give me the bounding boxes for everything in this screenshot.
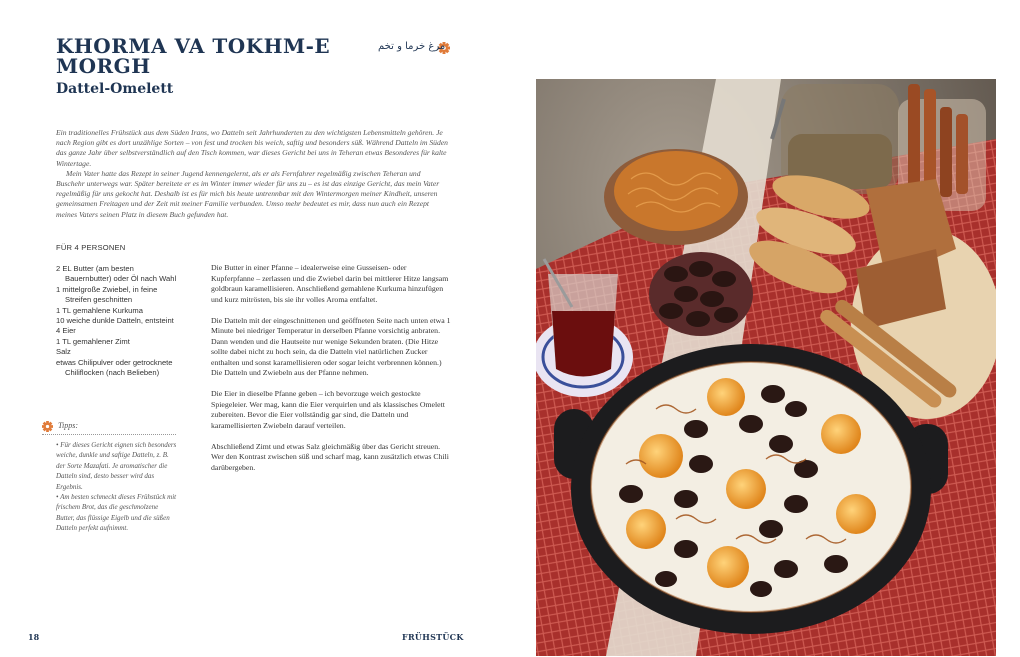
servings-label: FÜR 4 PERSONEN — [56, 243, 126, 252]
date-bowl — [649, 252, 753, 336]
intro-paragraph: Ein traditionelles Frühstück aus dem Süden Irans, wo Datteln seit Jahrhunderten zu den wichtigsten Lebensmitteln gehören. Je nach Region gibt es dort unzählige Sorten – von fest und trocken bis weich, saftig und besonders süß. Während Datteln im Süden das ganze Jahr über selbstverständlich auf den Tisch kommen, war dieses Gericht bei uns in Teheran etwas Besonderes für kalte Wintertage. — [56, 128, 448, 168]
persian-title: مرغ خرما و تخم — [378, 41, 446, 52]
section-name: FRÜHSTÜCK — [402, 632, 464, 642]
recipe-title: KHORMA VA TOKHM-E MORGH — [56, 34, 331, 78]
ingredient-item: 4 Eier — [56, 326, 76, 336]
ingredient-list — [56, 264, 181, 378]
food-photo — [536, 79, 996, 656]
intro-text — [56, 128, 451, 220]
tip-item: • Am besten schmeckt dieses Frühstück mit frischem Brot, das die geschmolzene Butter, das flüssige Eigelb und die süßen Datteln perfekt aufnimmt. — [56, 493, 177, 533]
intro-paragraph: Mein Vater hatte das Rezept in seiner Jugend kennengelernt, als er als Fernfahrer regelmäßig zwischen Teheran und Buschehr unterwegs war. Später bereitete er es im Winter immer wieder für uns zu – es ist das einzige Gericht, das mein Vater regelmäßig für uns gekocht hat. Deshalb ist es für mich bis heute untrennbar mit den Wintermorgen meiner Kindheit, unseren gemeinsamen Freitagen und der Zeit mit meiner Familie verbunden. Umso mehr bedeutet es mir, dass nun auch ein Rezept meines Vaters seinen Platz in diesem Buch gefunden hat. — [56, 168, 440, 219]
tip-item: • Für dieses Gericht eignen sich besonders weiche, dunkle und saftige Datteln, z. B. der Sorte Mazafati. Je aromatischer die Datteln sind, desto besser wird das Ergebnis. — [56, 441, 177, 491]
tips-label: Tipps: — [58, 421, 79, 430]
recipe-subtitle: Dattel-Omelett — [56, 81, 174, 97]
method-text — [211, 263, 451, 484]
method-step: Die Butter in einer Pfanne – idealerweise eine Gusseisen- oder Kupferpfanne – zerlassen und die Zwiebel darin bei mittlerer Hitze langsam goldbraun karamellisieren. Anschließend gemahlene Kurkuma hinzufügen und kurz mitrösten, bis sie ihr volles Aroma entfaltet. — [211, 263, 449, 304]
ingredient-item: 2 EL Butter (am besten Bauernbutter) oder Öl nach Wahl — [56, 264, 177, 284]
ingredient-item: 1 TL gemahlene Kurkuma — [56, 305, 143, 315]
tips-header — [42, 420, 176, 435]
ingredient-item: 1 mittelgroße Zwiebel, in feine Streifen geschnitten — [56, 284, 158, 305]
method-step: Abschließend Zimt und etwas Salz gleichmäßig über das Gericht streuen. Wer den Kontrast zwischen süß und scharf mag, kann zusätzlich etwas Chili darübergeben. — [211, 441, 449, 472]
method-step: Die Eier in dieselbe Pfanne geben – ich bevorzuge weich gestockte Spiegeleier. Wer mag, kann die Eier verquirlen und als klassisches Omelett zubereiten. Bevor die Eier vollständig gar sind, die Datteln und karamellisierten Zwiebeln darauf verteilen. — [211, 389, 445, 430]
ingredient-item: Salz — [56, 347, 71, 357]
page-number: 18 — [28, 632, 40, 642]
method-step: Die Datteln mit der eingeschnittenen und geöffneten Seite nach unten etwa 1 Minute bei niedriger Temperatur in derselben Pfanne vorsichtig anbraten. Dann wenden und die Hautseite nur wenige Sekunden braten. (Die Hitze sollte dabei nicht zu hoch sein, da die Datteln viel natürlichen Zucker enthalten und sonst karamellisieren oder sogar leicht verbrennen können.) Die Datteln und Zwiebeln aus der Pfanne nehmen. — [211, 315, 451, 377]
tips-text — [56, 440, 178, 534]
ingredient-item: 1 TL gemahlener Zimt — [56, 336, 130, 346]
ingredient-item: etwas Chilipulver oder getrocknete Chiliflocken (nach Belieben) — [56, 357, 173, 378]
onion-bowl — [604, 149, 748, 245]
ingredient-item: 10 weiche dunkle Datteln, entsteint — [56, 316, 174, 326]
ornament-icon — [42, 421, 53, 432]
